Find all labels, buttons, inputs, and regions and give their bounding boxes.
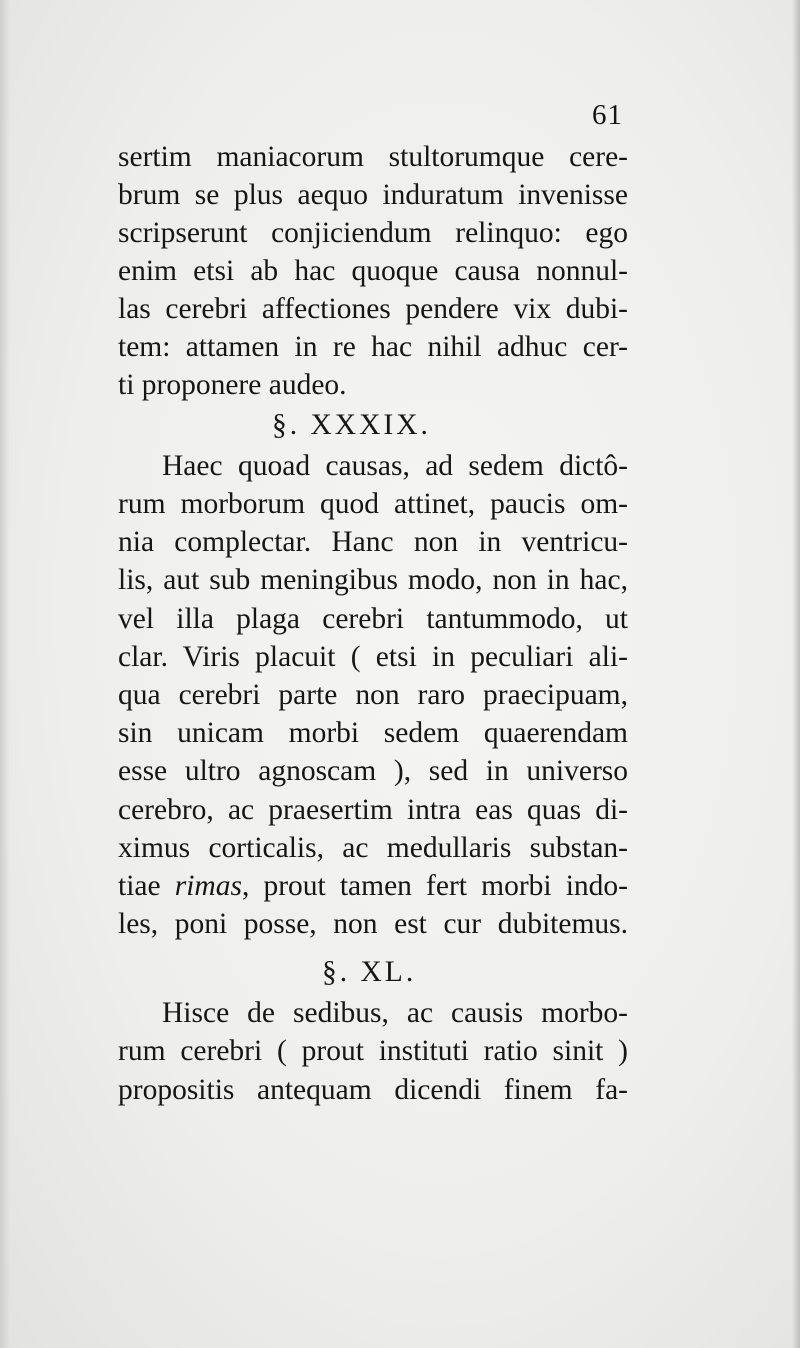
text-line: ximus corticalis, ac medullaris substan- [118, 832, 628, 864]
text-line: enim etsi ab hac quoque causa nonnul- [118, 255, 628, 287]
text-line: sertim maniacorum stultorumque cere- [118, 141, 628, 173]
text-line: rum cerebri ( prout instituti ratio sinit ) [118, 1035, 628, 1067]
text-line: propositis antequam dicendi finem fa- [118, 1074, 628, 1106]
text-line: lis, aut sub meningibus modo, non in hac, [118, 564, 628, 596]
text-line: nia complectar. Hanc non in ventricu- [118, 526, 628, 558]
text-line: las cerebri affectiones pendere vix dubi- [118, 293, 628, 325]
text-line: Haec quoad causas, ad sedem dictô- [162, 450, 628, 482]
text-line: cerebro, ac praesertim intra eas quas di- [118, 794, 628, 826]
text-line: vel illa plaga cerebri tantummodo, ut [118, 603, 628, 635]
text-line: brum se plus aequo induratum invenisse [118, 179, 628, 211]
text-line: esse ultro agnoscam ), sed in universo [118, 755, 628, 787]
page-right-edge [792, 0, 800, 1348]
text-line: tem: attamen in re hac nihil adhuc cer- [118, 331, 628, 363]
text-line: scripserunt conjiciendum relinquo: ego [118, 217, 628, 249]
text-span: , prout tamen fert morbi indo- [241, 870, 628, 902]
text-line: sin unicam morbi sedem quaerendam [118, 717, 628, 749]
text-line [118, 867, 628, 905]
text-line: rum morborum quod attinet, paucis om- [118, 488, 628, 520]
section-heading: §. XL. [322, 956, 417, 988]
text-line: clar. Viris placuit ( etsi in peculiari ali- [118, 641, 628, 673]
section-heading: §. XXXIX. [272, 409, 431, 441]
text-line: ti proponere audeo. [118, 369, 347, 401]
page-left-edge [0, 0, 10, 1348]
text-span: tiae [118, 870, 175, 902]
text-line: les, poni posse, non est cur dubitemus. [118, 908, 628, 940]
text-line: Hisce de sedibus, ac causis morbo- [162, 997, 628, 1029]
italic-word: rimas [174, 870, 242, 902]
page-number: 61 [592, 99, 623, 131]
text-line: qua cerebri parte non raro praecipuam, [118, 679, 628, 711]
